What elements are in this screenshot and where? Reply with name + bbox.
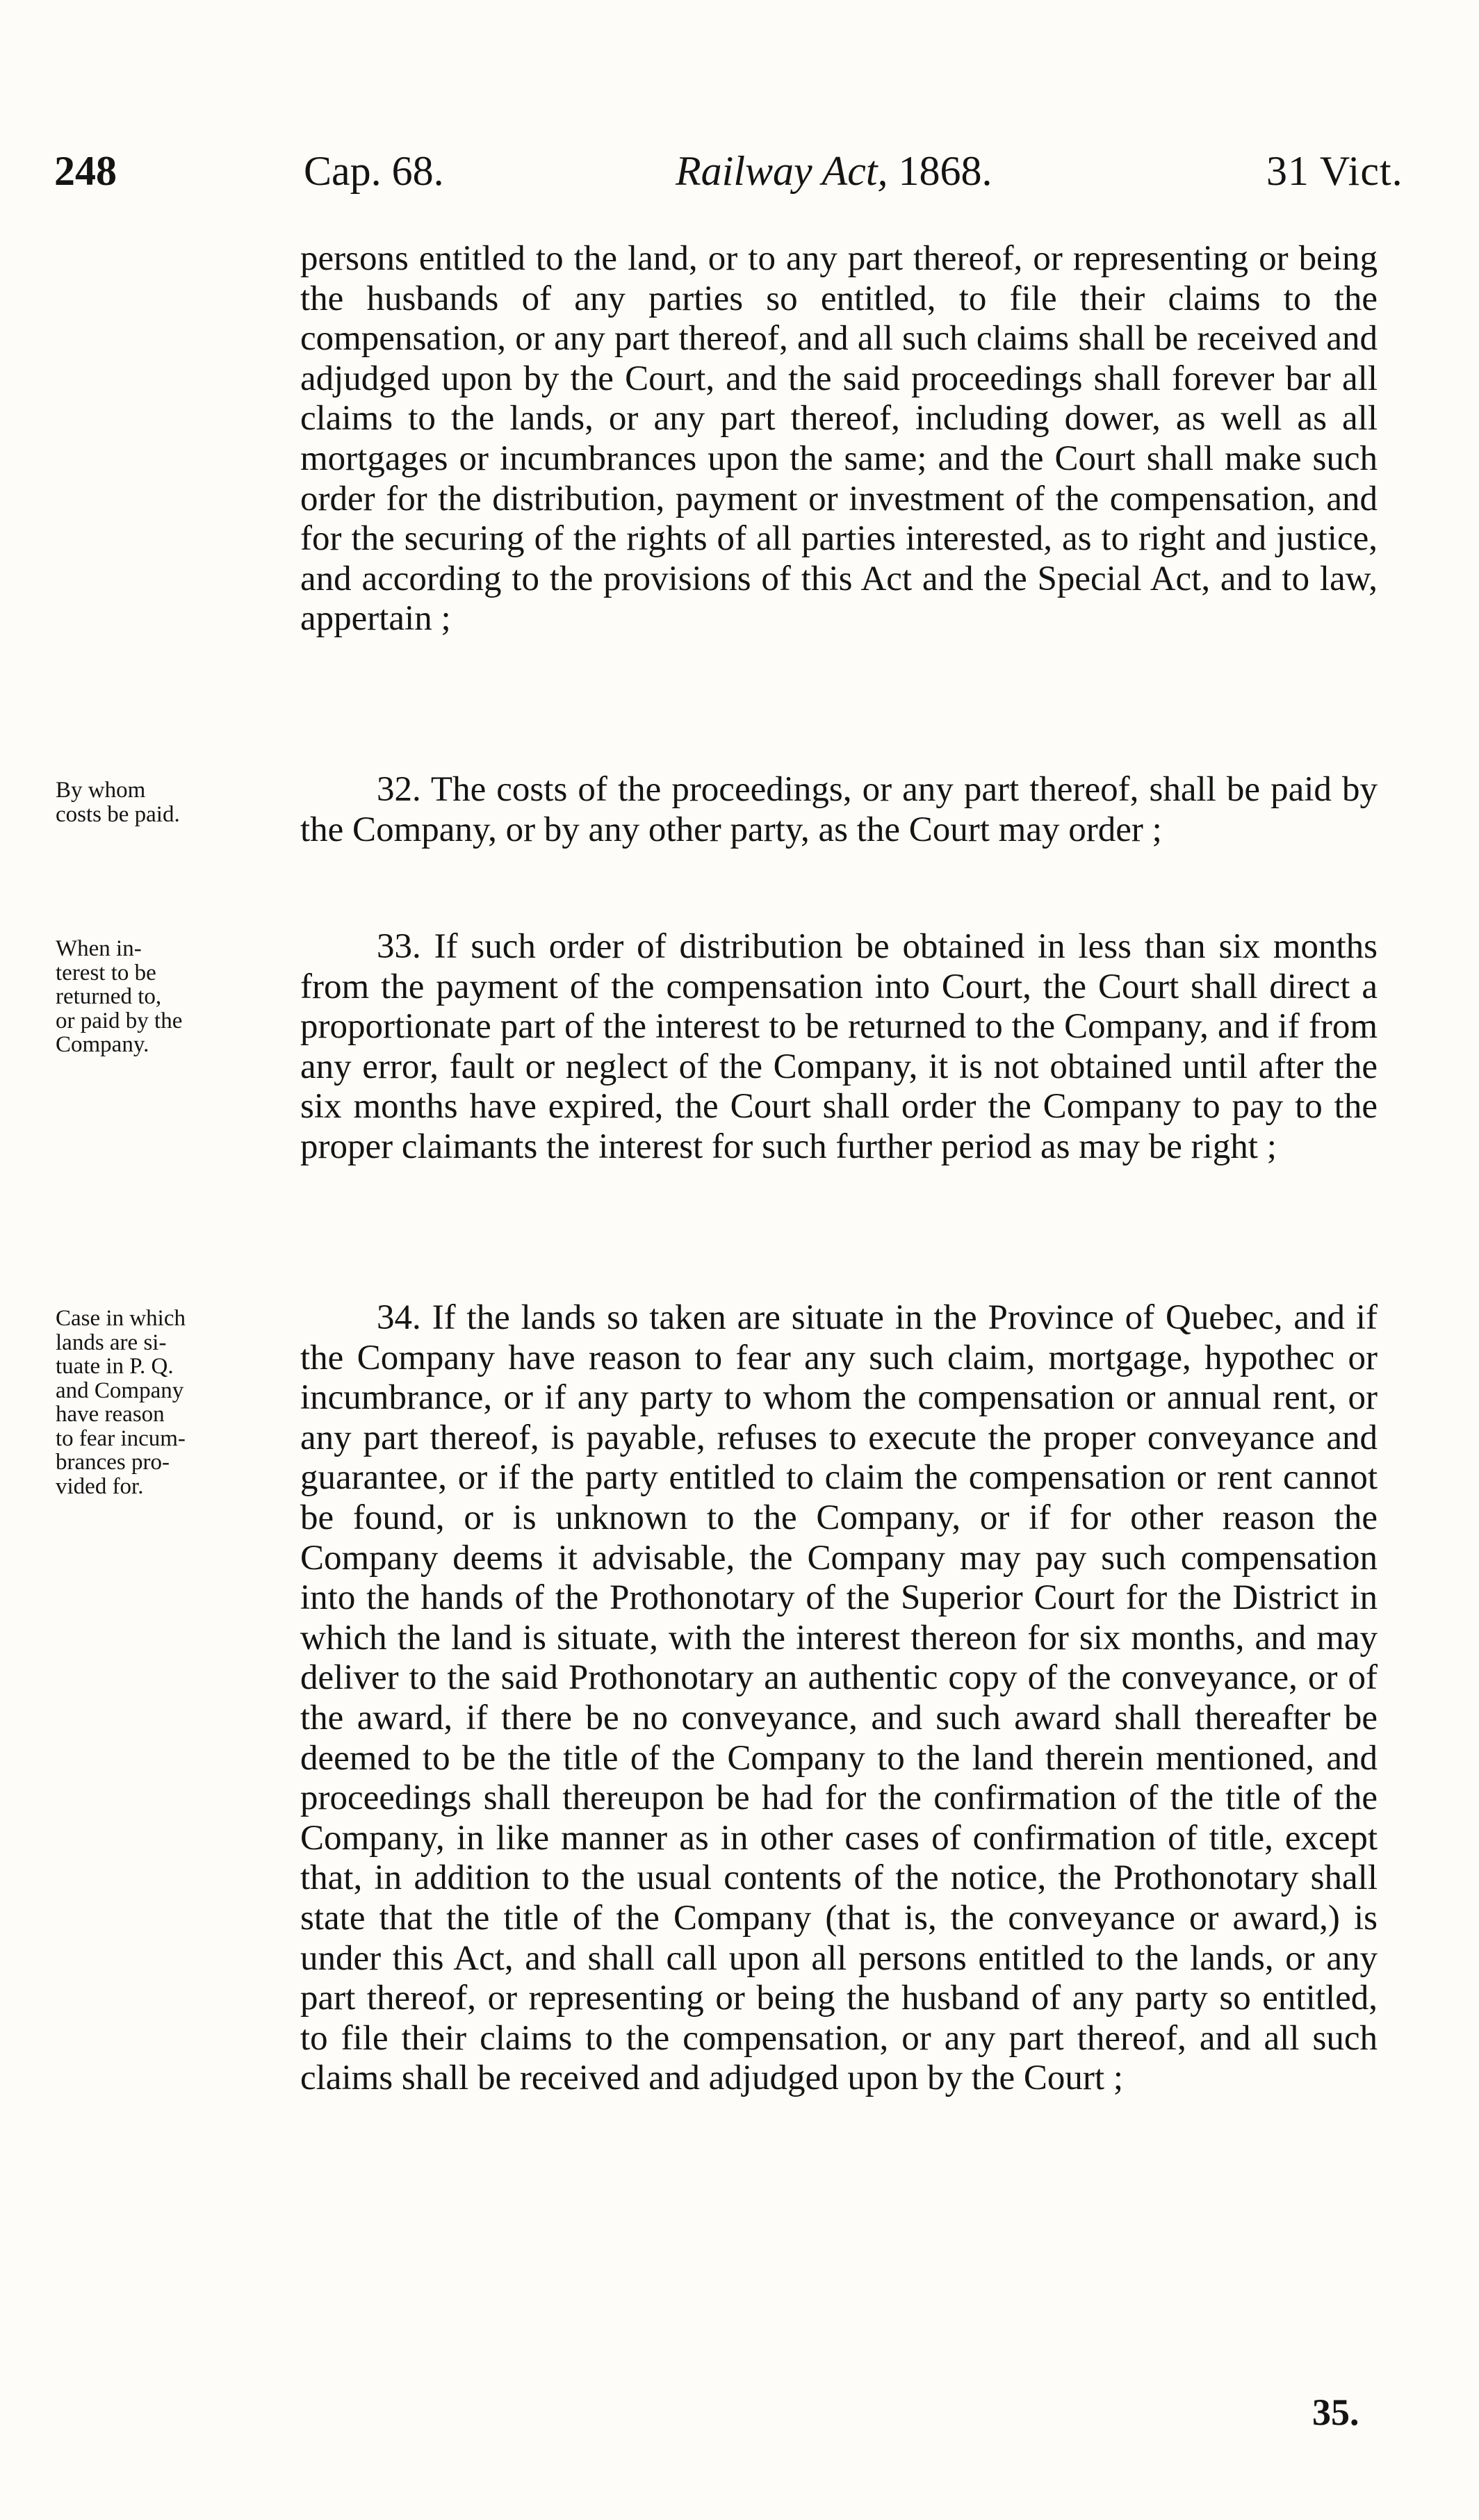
margin-note-s32: [56, 778, 285, 826]
margin-note-line: terest to be: [56, 960, 156, 985]
paragraph-text: 34. If the lands so taken are situate in the Province of Quebec, and if the Company have reason to fear any such claim, mortgage, hypothec or incumbrance, or if any party to whom the compensation or annual rent, or any part thereof, is payable, refuses to execute the proper conveyance and guarantee, or if the party entitled to claim the compensation or rent cannot be found, or is unknown to the Company, or if for other reason the Company deems it advisable, the Company may pay such compensation into the hands of the Prothonotary of the Superior Court for the District in which the land is situate, with the interest thereon for six months, and may deliver to the said Prothonotary an authentic copy of the conveyance, or of the award, if there be no conveyance, and such award shall thereafter be deemed to be the title of the Company to the land therein mentioned, and proceedings shall thereupon be had for the confirmation of the title of the Company, in like manner as in other cases of confirmation of title, except that, in addition to the usual contents of the notice, the Prothonotary shall state that the title of the Company (that is, the conveyance or award,) is under this Act, and shall call upon all persons entitled to the lands, or any part thereof, or representing or being the husband of any party so entitled, to file their claims to the compensation, or any part thereof, and all such claims shall be received and adjudged upon by the Court ;: [300, 1298, 1378, 2098]
regnal-year: 31 Vict.: [1266, 148, 1403, 194]
margin-note-line: to fear incum-: [56, 1425, 186, 1451]
margin-note-line: By whom: [56, 778, 146, 803]
paragraph-text: persons entitled to the land, or to any part thereof, or representing or being the husbands of any parties so entitled, to file their claims to the compensation, or any part thereof, and all such claims shall be received and adjudged upon by the Court, and the said proceedings shall forever bar all claims to the lands, or any part thereof, including dower, as well as all mortgages or incumbrances upon the same; and the Court shall make such order for the distribution, payment or investment of the compensation, and for the securing of the rights of all parties interested, as to right and justice, and according to the provisions of this Act and the Special Act, and to law, appertain ;: [300, 239, 1378, 639]
act-title-year: 1868.: [888, 148, 992, 194]
paragraph-section-33: [300, 927, 1378, 1168]
margin-note-line: lands are si-: [56, 1329, 167, 1355]
margin-note-line: have reason: [56, 1402, 165, 1427]
margin-note-line: and Company: [56, 1377, 184, 1403]
catchword: 35.: [1312, 2391, 1359, 2433]
paragraph-text: 32. The costs of the proceedings, or any part thereof, shall be paid by the Company, or by any other party, as the Court may order ;: [300, 770, 1378, 849]
chapter-label: Cap. 68.: [304, 148, 444, 194]
margin-note-line: Company.: [56, 1032, 149, 1057]
margin-note-line: brances pro-: [56, 1450, 170, 1475]
paragraph-section-34: [300, 1298, 1378, 2099]
margin-note-line: vided for.: [56, 1473, 144, 1499]
page-number: 248: [54, 148, 117, 194]
paragraph-section-32: [300, 770, 1378, 850]
margin-note-line: costs be paid.: [56, 801, 180, 827]
margin-note-line: Case in which: [56, 1306, 186, 1331]
running-header: [0, 147, 1479, 210]
act-title-italic: Railway Act,: [676, 148, 888, 194]
act-title: [676, 147, 992, 195]
margin-note-line: returned to,: [56, 984, 162, 1009]
margin-note-s34: [56, 1307, 285, 1498]
margin-note-line: or paid by the: [56, 1008, 183, 1033]
margin-note-line: tuate in P. Q.: [56, 1354, 174, 1379]
paragraph-continuation: [300, 239, 1378, 639]
margin-note-line: When in-: [56, 936, 142, 961]
paragraph-text: 33. If such order of distribution be obtained in less than six months from the payment of the compensation into Court, the Court shall direct a proportionate part of the interest to be returned to the Company, and if from any error, fault or neglect of the Company, it is not obtained until after the six months have expired, the Court shall order the Company to pay to the proper claimants the interest for such further period as may be right ;: [300, 927, 1378, 1166]
margin-note-s33: [56, 937, 285, 1057]
